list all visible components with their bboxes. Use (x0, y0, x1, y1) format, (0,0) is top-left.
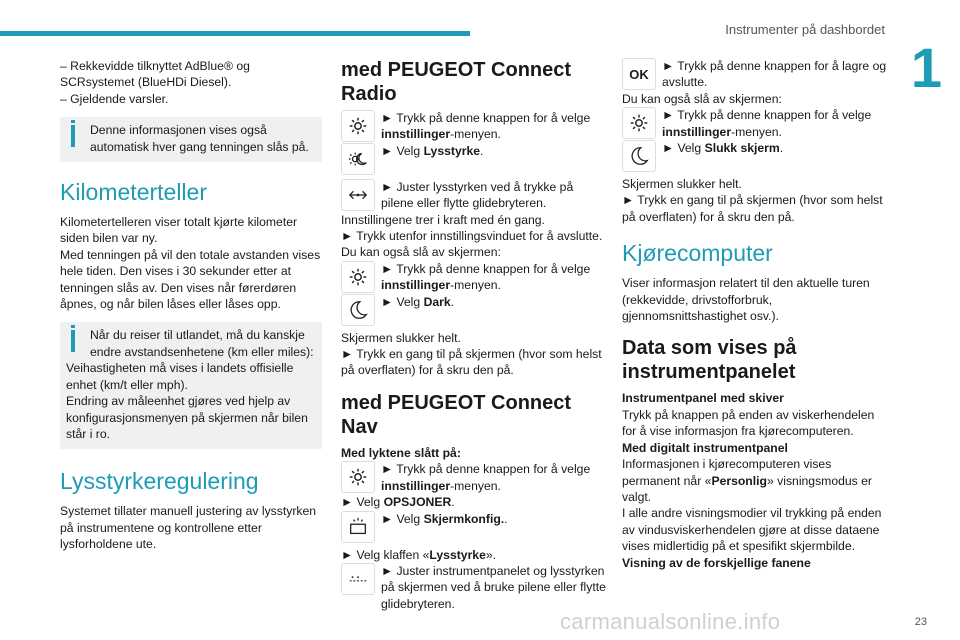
paragraph: Trykk på knappen på enden av viskerhendelen for å vise informasjon fra kjørecomputeren. (622, 407, 875, 439)
paragraph: Du kan også slå av skjermen: (622, 91, 782, 106)
instruction-text: ► Velg (381, 511, 424, 526)
instruction-row (341, 511, 607, 543)
instruction-row (341, 294, 607, 326)
info-text: Veihastigheten må vises i landets offisielle enhet (km/t eller mph). (66, 361, 294, 392)
column-1 (60, 58, 322, 553)
column-3 (622, 58, 888, 571)
section-title-lysstyrke: Lysstyrkeregulering (60, 468, 259, 495)
menu-name: OPSJONER (383, 495, 452, 510)
paragraph: I alle andre visningsmodier vil trykking på enden av vindusviskerhendelen gjøre at disse dataene vises midlertidig på et spesifikt skjermbilde. (622, 506, 882, 554)
instruction-text: ». (485, 547, 497, 562)
settings-gear-icon (341, 261, 375, 293)
instruction-text: ► Velg (381, 143, 424, 158)
instruction-text: . (480, 143, 484, 158)
header-accent-bar (0, 31, 470, 36)
slider-dots-icon (341, 563, 375, 595)
paragraph: ► Trykk en gang til på skjermen (hvor som helst på overflaten) for å skru den på. (341, 347, 602, 378)
instruction-text: ► Trykk på denne knappen for å lagre og avslutte. (662, 59, 887, 90)
moon-icon (622, 140, 656, 172)
chapter-number: 1 (910, 36, 942, 99)
settings-gear-icon (341, 461, 375, 493)
menu-name: innstillinger (381, 478, 451, 493)
instruction-text: . (451, 495, 455, 510)
instruction-text: ► Trykk på denne knappen for å velge (381, 261, 591, 276)
paragraph: Du kan også slå av skjermen: (341, 245, 501, 260)
info-box (60, 117, 322, 162)
settings-gear-icon (622, 107, 656, 139)
instruction-text: ► Velg klaffen « (341, 547, 430, 562)
instruction-row (341, 143, 607, 175)
subheading: Visning av de forskjellige fanene (622, 555, 811, 570)
instruction-row (622, 107, 888, 140)
menu-name: innstillinger (381, 127, 451, 142)
subheading: Med digitalt instrumentpanel (622, 440, 788, 455)
paragraph: Innstillingene trer i kraft med én gang. (341, 212, 545, 227)
instruction-row (622, 140, 888, 172)
menu-name: Slukk skjerm (704, 141, 780, 156)
menu-name: innstillinger (381, 278, 451, 293)
paragraph: Med tenningen på vil den totale avstanden vises hele tiden. Den vises i 30 sekunder etter at tenningen slås av. Den vises når førerdøren åpnes, og når bilen låses eller låses opp. (60, 247, 321, 312)
instruction-text: ► Velg (341, 495, 384, 510)
menu-name: Skjermkonfig. (423, 511, 505, 526)
instruction-text: ► Trykk på denne knappen for å velge (381, 111, 591, 125)
page-number: 23 (914, 616, 927, 628)
info-text: Når du reiser til utlandet, må du kanskje endre avstandsenhetene (km eller miles): (90, 328, 314, 359)
slider-arrows-icon (341, 179, 375, 211)
brightness-icon (341, 143, 375, 175)
instruction-text: ► Trykk på denne knappen for å velge (381, 462, 591, 477)
instruction-row (341, 261, 607, 294)
mode-name: Personlig (711, 473, 767, 488)
paragraph: Viser informasjon relatert til den aktuelle turen (rekkevidde, drivstofforbruk, gjennomsnittshastighet osv.). (622, 276, 870, 324)
instruction-text: . (779, 141, 784, 156)
paragraph: Informasjonen i kjørecomputeren vises permanent når « (622, 457, 832, 488)
instruction-text: ► Juster lysstyrken ved å trykke på pilene eller flytte glidebryteren. (381, 179, 574, 211)
menu-name: Lysstyrke (429, 547, 486, 562)
instruction-row (341, 563, 607, 612)
paragraph: ► Trykk en gang til på skjermen (hvor som helst på overflaten) for å skru den på. (622, 193, 883, 224)
menu-name: Lysstyrke (423, 143, 481, 158)
paragraph: Skjermen slukker helt. (341, 330, 461, 345)
instruction-row (341, 110, 607, 143)
ok-button-icon: OK (622, 58, 656, 90)
list-item: – Rekkevidde tilknyttet AdBlue® og SCRsystemet (BlueHDi Diesel). (60, 59, 250, 90)
instruction-text: -menyen. (450, 278, 501, 293)
header-title: Instrumenter på dashbordet (725, 22, 885, 37)
instruction-text: -menyen. (450, 127, 501, 142)
moon-icon (341, 294, 375, 326)
instruction-text: -menyen. (731, 124, 782, 139)
section-title-connect-radio: med PEUGEOT Connect Radio (341, 59, 572, 105)
instruction-text: ► Trykk på denne knappen for å velge (662, 108, 872, 123)
paragraph: Kilometertelleren viser totalt kjørte kilometer siden bilen var ny. (60, 215, 298, 246)
paragraph: Med lyktene slått på: (341, 445, 461, 460)
instruction-row (341, 179, 607, 212)
section-title-connect-nav: med PEUGEOT Connect Nav (341, 391, 572, 438)
section-title-kjorecomputer: Kjørecomputer (622, 240, 773, 267)
menu-name: Dark (423, 294, 451, 309)
paragraph: Systemet tillater manuell justering av lysstyrken på instrumentene og kontrollene etter lysforholdene ute. (60, 504, 317, 552)
info-text: Endring av måleenhet gjøres ved hjelp av konfigurasjonsmenyen på skjermen når bilen står i ro. (66, 394, 308, 441)
instruction-text: . (450, 294, 455, 309)
instruction-row (622, 58, 888, 91)
paragraph: » visningsmodus er valgt. (622, 473, 872, 504)
info-box (60, 322, 322, 449)
instruction-text: ► Velg (381, 294, 424, 309)
instruction-text: -menyen. (450, 478, 501, 493)
info-icon (71, 125, 75, 147)
instruction-text: ► Velg (662, 141, 705, 156)
section-title-data: Data som vises på instrumentpanelet (622, 337, 797, 384)
info-icon (71, 330, 75, 352)
section-title-kilometerteller: Kilometerteller (60, 179, 207, 206)
screen-brightness-icon (341, 511, 375, 543)
paragraph: ► Trykk utenfor innstillingsvinduet for å avslutte. (341, 229, 603, 244)
column-2 (341, 58, 607, 612)
settings-gear-icon (341, 110, 375, 142)
paragraph: Skjermen slukker helt. (622, 177, 742, 192)
instruction-row (341, 461, 607, 494)
menu-name: innstillinger (662, 124, 732, 139)
info-text: Denne informasjonen vises også automatisk hver gang tenningen slås på. (90, 123, 309, 154)
subheading: Instrumentpanel med skiver (622, 391, 784, 406)
instruction-text: ► Juster instrumentpanelet og lysstyrken på skjermen ved å bruke pilene eller flytte glidebryteren. (381, 563, 606, 611)
instruction-text: . (504, 511, 508, 526)
list-item: – Gjeldende varsler. (60, 91, 169, 106)
watermark: carmanualsonline.info (560, 609, 781, 634)
